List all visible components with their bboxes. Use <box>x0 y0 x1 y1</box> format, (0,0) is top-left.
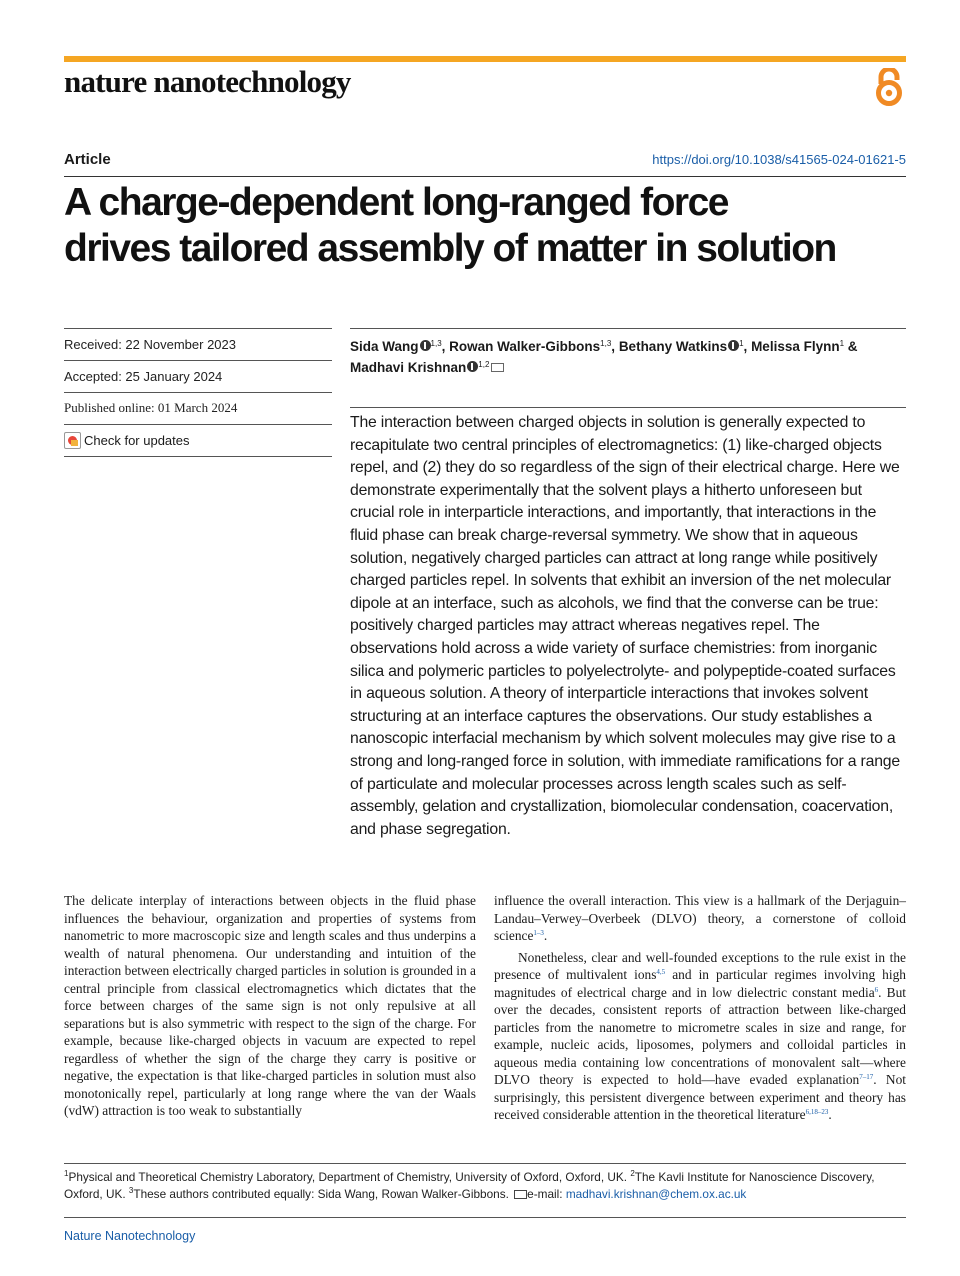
journal-name: nature nanotechnology <box>64 64 351 99</box>
body-column-left <box>64 892 476 1120</box>
citation-link[interactable]: 6 <box>874 985 879 994</box>
author-name[interactable]: Rowan Walker-Gibbons <box>449 339 601 354</box>
body-text: Nonetheless, clear and well-founded exceptions to the rule exist in the presence of multivalent ions <box>494 949 906 982</box>
received-date: Received: 22 November 2023 <box>64 337 236 352</box>
author-affiliation: 1,3 <box>600 339 612 348</box>
citation-link[interactable]: 1–3 <box>533 929 544 937</box>
meta-divider <box>64 360 332 361</box>
accepted-date: Accepted: 25 January 2024 <box>64 369 223 384</box>
email-label: e-mail: <box>527 1187 566 1201</box>
orcid-icon[interactable] <box>467 361 478 372</box>
body-paragraph: The delicate interplay of interactions between objects in the fluid phase influences the behaviour, organization and properties of systems from nanometric to more macroscopic size and length scales and thus underpins a wealth of natural phenomena. Our understanding and intuition of the interaction between electrically charged particles in solution is grounded in a central principle from classical electromagnetics which dictates that the force between charges of the same sign is not only repulsive at all separations but is also symmetric with respect to the sign of the charge. For example, because like-charged objects in vacuum are expected to repel regardless of whether the sign of the charge they carry is positive or negative, the expectation is that like-charged particles in solution must also monotonically repel, particularly at long range where the van der Waals (vdW) attraction is too weak to substantially <box>64 893 476 1118</box>
affiliation-text: Physical and Theoretical Chemistry Laboratory, Department of Chemistry, University of Oxford, Oxford, UK. <box>68 1170 631 1184</box>
email-link[interactable]: madhavi.krishnan@chem.ox.ac.uk <box>565 1187 747 1201</box>
title-line-2: drives tailored assembly of matter in solution <box>64 227 836 270</box>
author-name[interactable]: Madhavi Krishnan <box>350 360 467 375</box>
citation-link[interactable]: 6,18–23 <box>805 1108 829 1116</box>
published-date: Published online: 01 March 2024 <box>64 400 238 415</box>
authors-divider <box>350 328 906 329</box>
article-title <box>64 180 924 272</box>
author-name[interactable]: Sida Wang <box>350 339 419 354</box>
body-text: . <box>543 928 548 943</box>
footer-journal-name[interactable]: Nature Nanotechnology <box>64 1229 196 1243</box>
body-text: . But over the decades, consistent reports of attraction between like-charged particles from the nanometre to micrometre scales in size and range, for example, nucleic acids, liposomes, polymers and colloidal particles in aqueous media containing low concentrations of monovalent salt—where DLVO theory is expected to hold—have evaded explanation <box>494 984 906 1087</box>
body-text: . Not surprisingly, this persistent divergence between experiment and theory has received considerable attention in the theoretical literature <box>494 1072 906 1122</box>
affiliation-mark: 3 <box>128 1186 134 1195</box>
orcid-icon[interactable] <box>728 340 739 351</box>
body-text: influence the overall interaction. This view is a hallmark of the Derjaguin–Landau–Verwey–Overbeek (DLVO) theory, a cornerstone of colloid science <box>494 893 906 943</box>
author-separator: & <box>844 339 858 354</box>
abstract-divider <box>350 407 906 408</box>
check-for-updates-link[interactable]: Check for updates <box>84 433 190 448</box>
author-separator: , <box>441 339 450 354</box>
open-access-icon <box>872 68 906 108</box>
body-column-right <box>494 892 906 1124</box>
equal-contribution-note: These authors contributed equally: Sida Wang, Rowan Walker-Gibbons. <box>133 1187 513 1201</box>
author-affiliation: 1 <box>839 339 845 348</box>
author-separator: , <box>611 339 619 354</box>
email-icon[interactable] <box>491 363 504 372</box>
body-text: . <box>828 1107 832 1122</box>
author-name[interactable]: Melissa Flynn <box>751 339 840 354</box>
affiliation-mark: 2 <box>630 1169 635 1178</box>
meta-divider <box>64 392 332 393</box>
affiliations-footnote <box>64 1169 906 1203</box>
author-affiliation: 1,2 <box>478 360 490 369</box>
affiliation-text: The Kavli Institute for Nanoscience Discovery, Oxford, UK. <box>64 1170 875 1201</box>
meta-divider <box>64 424 332 425</box>
body-paragraph <box>494 892 906 945</box>
doi-link[interactable]: https://doi.org/10.1038/s41565-024-01621-5 <box>652 152 906 167</box>
meta-divider <box>64 328 332 329</box>
citation-link[interactable]: 4,5 <box>656 968 666 976</box>
crossmark-icon[interactable] <box>64 432 81 449</box>
title-line-1: A charge-dependent long-ranged force <box>64 181 728 224</box>
journal-accent-bar <box>64 56 906 62</box>
body-paragraph <box>494 949 906 1124</box>
author-list <box>350 336 906 378</box>
body-text: and in particular regimes involving high magnitudes of electrical charge and in low dielectric constant media <box>494 967 906 1000</box>
article-type: Article <box>64 151 111 168</box>
footnote-divider <box>64 1163 906 1164</box>
orcid-icon[interactable] <box>420 340 431 351</box>
affiliation-mark: 1 <box>64 1169 69 1178</box>
author-name[interactable]: Bethany Watkins <box>618 339 728 354</box>
footer-divider <box>64 1217 906 1218</box>
abstract: The interaction between charged objects in solution is generally expected to recapitulate two central principles of electromagnetics: (1) like-charged objects repel, and (2) they do so regardless of the sign of their electrical charge. Here we demonstrate experimentally that the solvent plays a hitherto unforeseen but crucial role in interparticle interactions, and importantly, that interactions in the fluid phase can break charge-reversal symmetry. We show that in aqueous solution, negatively charged particles can attract at long range while positively charged particles repel. In solvents that exhibit an inversion of the net molecular dipole at an interface, such as alcohols, we find that the converse can be true: positively charged particles may attract whereas negatives repel. The observations hold across a wide variety of surface chemistries: from inorganic silica and polymeric particles to polyelectrolyte- and polypeptide-coated surfaces in aqueous solution. A theory of interparticle interactions that invokes solvent structuring at an interface captures the observations. Our study establishes a nanoscopic interfacial mechanism by which solvent molecules may give rise to a strong and long-ranged force in solution, with immediate ramifications for a range of particulate and molecular processes across length scales such as self-assembly, gelation and crystallization, biomolecular condensation, coacervation, and phase segregation. <box>350 414 900 838</box>
email-icon <box>514 1190 527 1199</box>
author-affiliation: 1 <box>739 339 744 348</box>
title-divider <box>64 176 906 177</box>
author-separator: , <box>743 339 752 354</box>
author-affiliation: 1,3 <box>430 339 442 348</box>
citation-link[interactable]: 7–17 <box>859 1073 874 1081</box>
meta-divider <box>64 456 332 457</box>
